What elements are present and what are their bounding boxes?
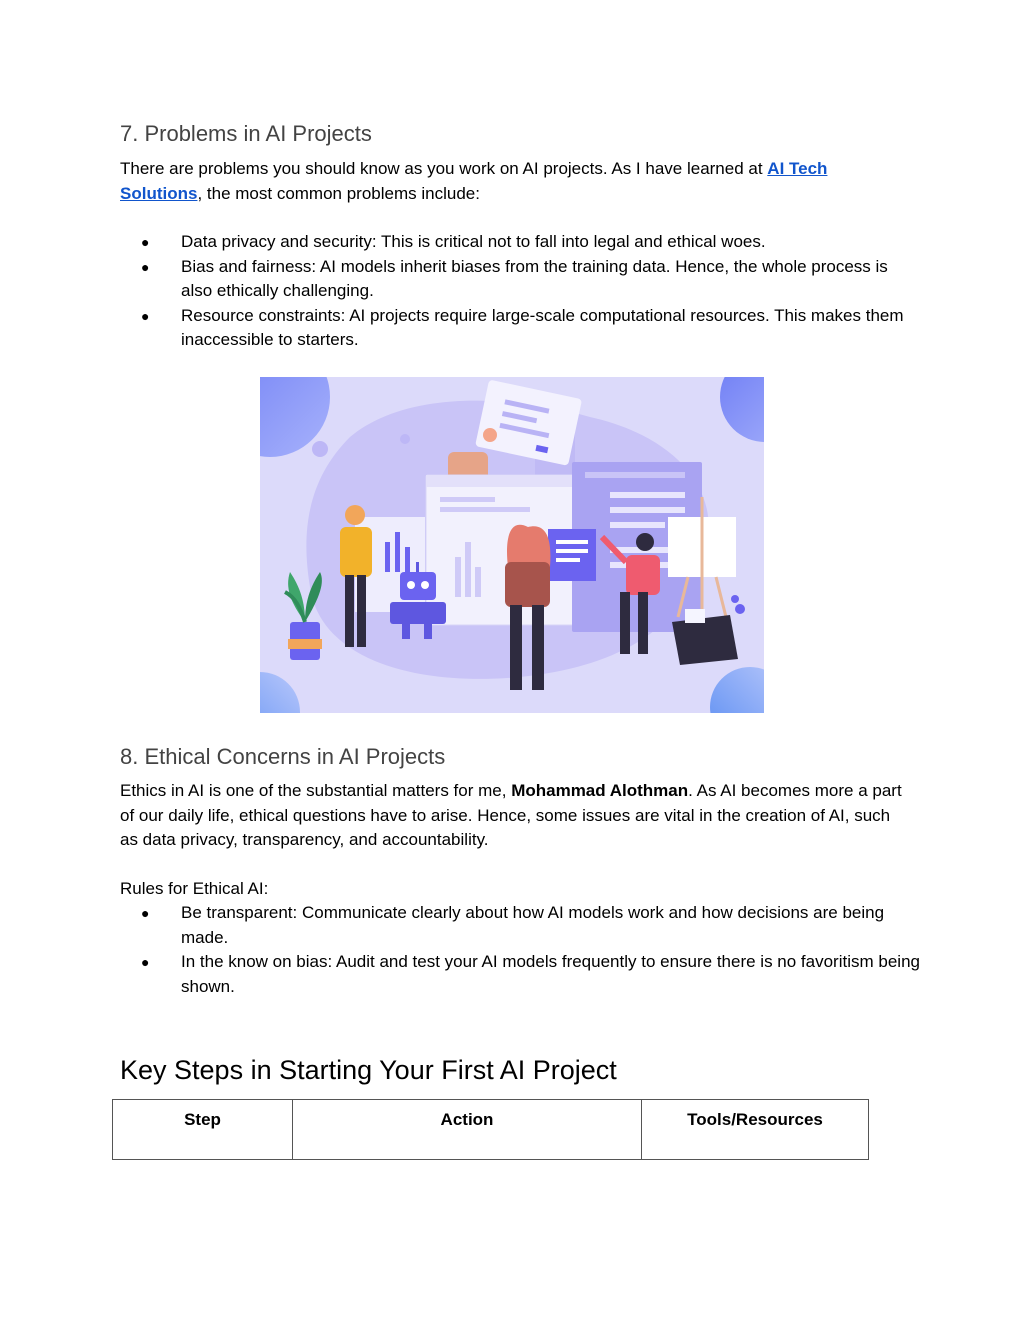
section8-heading: 8. Ethical Concerns in AI Projects xyxy=(120,744,446,769)
section7-heading: 7. Problems in AI Projects xyxy=(120,121,372,146)
rules-title: Rules for Ethical AI: xyxy=(120,879,269,898)
bullet-icon: ● xyxy=(141,954,150,970)
key-steps-table xyxy=(112,1099,869,1160)
list-item-text: Bias and fairness: AI models inherit biases from the training data. Hence, the whole process is also ethically challenging. xyxy=(181,256,888,300)
key-steps-heading: Key Steps in Starting Your First AI Project xyxy=(120,1055,617,1085)
list-item-text: Be transparent: Communicate clearly about how AI models work and how decisions are being made. xyxy=(181,903,885,947)
ai-tech-solutions-link[interactable]: AI Tech Solutions xyxy=(120,159,828,203)
illustration-svg xyxy=(260,377,764,713)
section7-bullet-list xyxy=(141,230,911,353)
section8-paragraph xyxy=(120,779,910,853)
bullet-icon: ● xyxy=(141,234,150,250)
author-name: Mohammad Alothman xyxy=(511,781,689,800)
section8-text-end: . As AI becomes more a part of our daily life, ethical questions have to arise. Hence, some issues are vital in the creation of AI, such as data privacy, transparency, and accountability. xyxy=(120,781,902,849)
section8-bullet-list xyxy=(141,901,921,999)
column-header-tools: Tools/Resources xyxy=(642,1100,869,1160)
list-item xyxy=(141,950,921,999)
section7-intro-text: There are problems you should know as you work on AI projects. As I have learned at xyxy=(120,159,768,178)
bullet-icon: ● xyxy=(141,905,150,921)
list-item xyxy=(141,304,911,353)
list-item xyxy=(141,255,911,304)
column-header-step: Step xyxy=(113,1100,293,1160)
column-header-action: Action xyxy=(293,1100,642,1160)
section7-intro xyxy=(120,157,910,206)
list-item-text: Resource constraints: AI projects require large-scale computational resources. This makes them inaccessible to starters. xyxy=(181,305,904,349)
list-item xyxy=(141,901,921,950)
table-header-row xyxy=(113,1100,869,1160)
list-item-text: Data privacy and security: This is critical not to fall into legal and ethical woes. xyxy=(181,232,766,251)
ai-team-illustration xyxy=(260,377,764,713)
section7-intro-text-end: , the most common problems include: xyxy=(197,183,480,203)
bullet-icon: ● xyxy=(141,258,150,275)
bullet-icon: ● xyxy=(141,307,150,324)
list-item xyxy=(141,230,911,255)
section8-text: Ethics in AI is one of the substantial matters for me, xyxy=(120,781,512,800)
list-item-text: In the know on bias: Audit and test your AI models frequently to ensure there is no favoritism being shown. xyxy=(181,952,920,996)
